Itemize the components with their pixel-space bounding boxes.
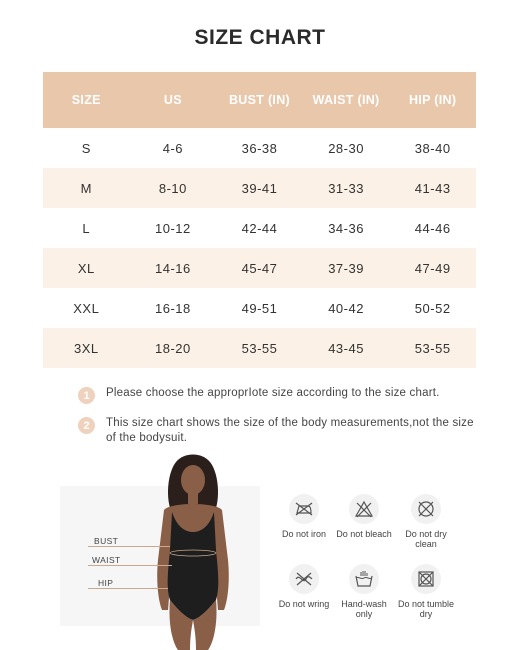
care-item-hand-wash (332, 564, 396, 619)
cell-size: S (81, 140, 91, 156)
cell-bust: 39-41 (241, 180, 278, 196)
cell-waist: 43-45 (328, 340, 364, 356)
cell-hip: 53-55 (414, 340, 451, 356)
cell-hip: 47-49 (414, 260, 451, 276)
note-number-badge: 1 (78, 387, 95, 404)
cell-bust: 42-44 (241, 220, 278, 236)
cell-waist: 28-30 (328, 140, 364, 156)
table-row (43, 328, 476, 368)
care-label: Do not iron (281, 529, 327, 539)
do-not-iron-icon (289, 494, 319, 524)
care-label: Do not bleach (336, 529, 392, 539)
cell-size: M (80, 180, 92, 196)
cell-size: XXL (73, 300, 100, 316)
table-row (43, 168, 476, 208)
bust-line (88, 546, 170, 547)
table-row (43, 288, 476, 328)
cell-bust: 36-38 (241, 140, 278, 156)
care-label: Do not dry clean (405, 529, 447, 549)
note-text: Please choose the approprIote size according to the size chart. (106, 387, 440, 399)
cell-size: XL (77, 260, 95, 276)
care-label: Hand-wash only (341, 599, 387, 619)
cell-hip: 41-43 (414, 180, 451, 196)
cell-bust: 45-47 (241, 260, 278, 276)
note-item (78, 416, 478, 446)
cell-hip: 38-40 (414, 140, 451, 156)
cell-us: 10-12 (155, 220, 191, 236)
cell-size: L (82, 220, 91, 236)
cell-us: 8-10 (158, 180, 187, 196)
cell-us: 14-16 (155, 260, 191, 276)
care-item-do-not-iron (272, 494, 336, 539)
care-item-do-not-bleach (332, 494, 396, 539)
do-not-tumble-dry-icon (411, 564, 441, 594)
cell-us: 18-20 (155, 340, 191, 356)
do-not-dry-clean-icon (411, 494, 441, 524)
size-table (43, 72, 476, 368)
hip-line (88, 588, 168, 589)
table-header (43, 72, 476, 128)
note-text: This size chart shows the size of the body measurements,not the size of the bodysuit. (106, 417, 474, 444)
do-not-bleach-icon (349, 494, 379, 524)
care-label: Do not tumble dry (397, 599, 455, 619)
waist-line (88, 565, 172, 566)
cell-waist: 37-39 (328, 260, 364, 276)
note-item (78, 386, 478, 404)
care-item-do-not-dry-clean (394, 494, 458, 549)
cell-waist: 31-33 (328, 180, 364, 196)
cell-waist: 40-42 (328, 300, 364, 316)
waist-label: WAIST (92, 555, 121, 565)
cell-size: 3XL (73, 340, 99, 356)
header-size: SIZE (71, 93, 101, 107)
care-item-do-not-wring (272, 564, 336, 609)
page-title: SIZE CHART (194, 26, 326, 49)
table-row (43, 248, 476, 288)
header-bust: BUST (IN) (228, 93, 290, 107)
header-us: US (163, 93, 182, 107)
header-waist: WAIST (IN) (312, 93, 380, 107)
table-row (43, 208, 476, 248)
cell-bust: 53-55 (241, 340, 278, 356)
header-hip: HIP (IN) (409, 93, 457, 107)
care-item-do-not-tumble-dry (394, 564, 458, 619)
cell-waist: 34-36 (328, 220, 364, 236)
cell-hip: 44-46 (414, 220, 451, 236)
bust-label: BUST (94, 536, 119, 546)
cell-us: 16-18 (155, 300, 191, 316)
note-number-badge: 2 (78, 417, 95, 434)
cell-us: 4-6 (162, 140, 184, 156)
cell-hip: 50-52 (414, 300, 451, 316)
cell-bust: 49-51 (241, 300, 278, 316)
size-notes (78, 386, 478, 458)
table-row (43, 128, 476, 168)
hip-label: HIP (98, 578, 114, 588)
model-silhouette (138, 450, 248, 650)
hand-wash-icon (349, 564, 379, 594)
care-label: Do not wring (278, 599, 330, 609)
do-not-wring-icon (289, 564, 319, 594)
